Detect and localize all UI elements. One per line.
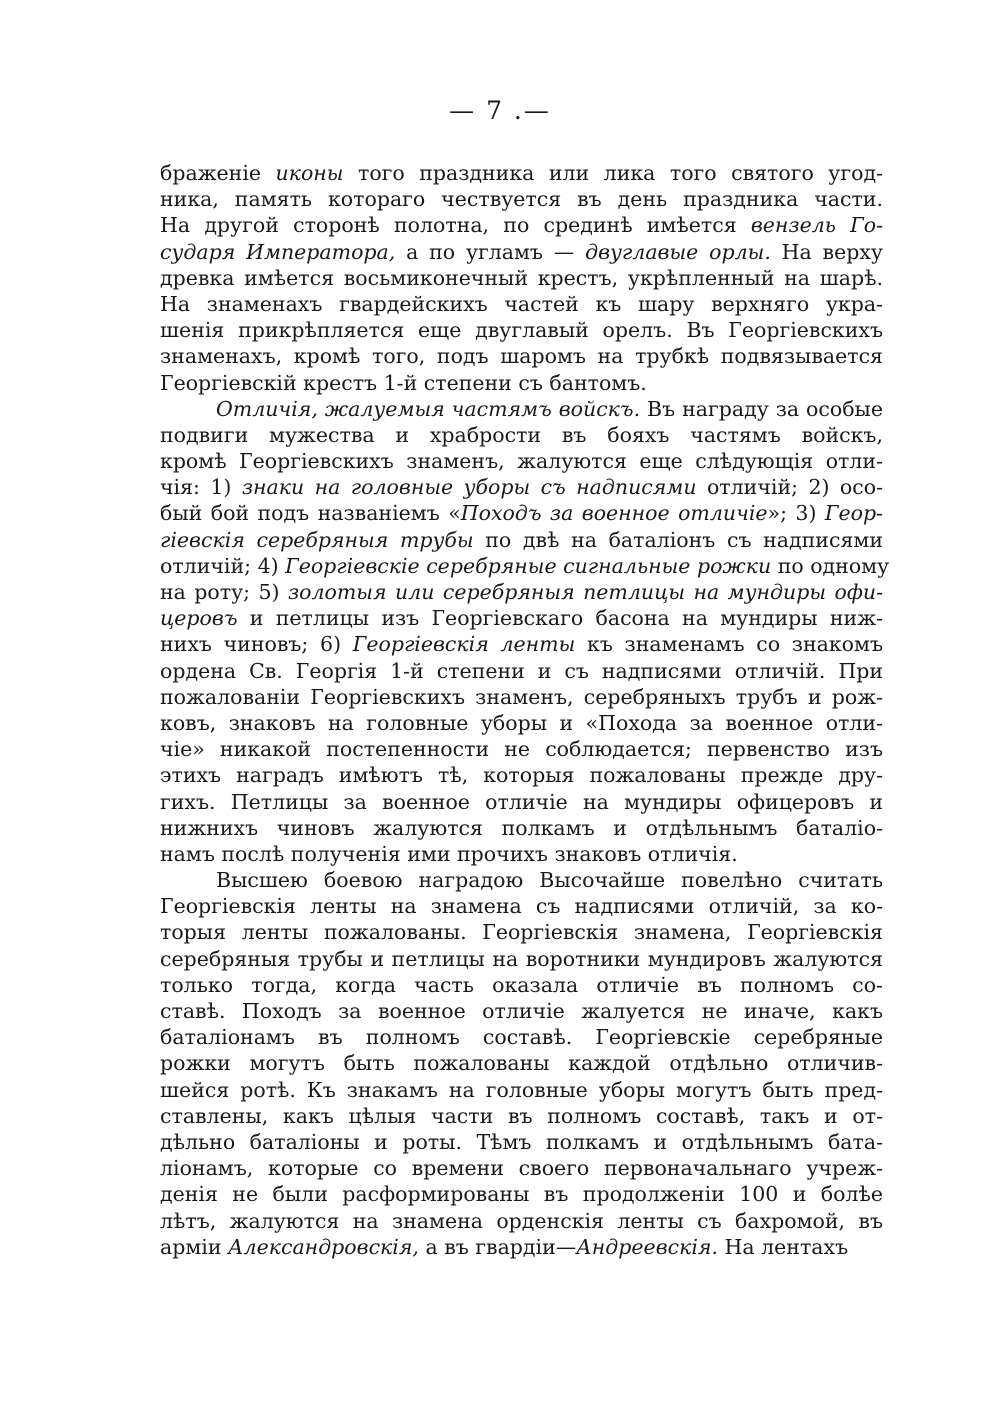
text-line <box>160 160 883 186</box>
text-line <box>160 186 883 212</box>
text-line <box>160 1103 883 1129</box>
text-line <box>160 579 883 605</box>
italic-text-run: Отличія, жалуемыя частямъ войскъ. <box>216 396 641 421</box>
text-line <box>160 500 883 526</box>
text-run: На верху <box>770 239 883 264</box>
text-line <box>160 1234 883 1260</box>
text-line <box>160 919 883 945</box>
text-run: шейся ротѣ. Къ знакамъ на головные уборы могутъ быть пред- <box>160 1077 883 1102</box>
text-run: нижнихъ чиновъ жалуются полкамъ и отдѣльнымъ баталіо- <box>160 815 883 840</box>
text-run: только тогда, когда часть оказала отличіе въ полномъ со- <box>160 972 883 997</box>
text-line <box>160 710 883 736</box>
text-run: ставлены, какъ цѣлыя части въ полномъ составѣ, такъ и от- <box>160 1103 883 1128</box>
text-line <box>160 212 883 238</box>
text-run: подвиги мужества и храбрости въ бояхъ частямъ войскъ, <box>160 422 883 447</box>
text-line <box>160 1155 883 1181</box>
text-line <box>160 736 883 762</box>
text-run: На другой сторонѣ полотна, по срединѣ имѣется <box>160 213 751 238</box>
text-run: на роту; 5) <box>160 580 288 604</box>
text-run: древка имѣется восьмиконечный крестъ, укрѣпленный на шарѣ. <box>160 265 883 290</box>
text-line <box>160 1129 883 1155</box>
text-run: ордена Св. Георгія 1-й степени и съ надписями отличій. При <box>160 658 883 683</box>
text-run: дѣльно баталіоны и роты. Тѣмъ полкамъ и отдѣльнымъ бата- <box>160 1129 883 1154</box>
italic-text-run: золотыя или серебряныя петлицы на мундиры офи- <box>287 580 884 604</box>
text-line <box>160 1077 883 1103</box>
italic-text-run: вензель Го- <box>750 213 883 238</box>
italic-text-run: иконы <box>275 161 344 185</box>
text-run: браженіе <box>160 161 276 185</box>
text-line <box>160 343 883 369</box>
text-line <box>160 789 883 815</box>
text-line <box>160 658 883 684</box>
italic-text-run: Георгіевскіе серебряные сигнальные рожки <box>285 553 772 578</box>
text-run: денія не были расформированы въ продолженіи 100 и болѣе <box>160 1182 883 1207</box>
text-line <box>160 841 883 867</box>
text-run: Георгіевскія ленты на знамена съ надписями отличій, за ко- <box>160 894 883 919</box>
text-run: отличій; 2) осо- <box>696 475 883 500</box>
text-run: чія: 1) <box>160 475 242 500</box>
text-run: отличій; 4) <box>160 553 286 578</box>
text-line <box>160 291 883 317</box>
text-run: баталіонамъ въ полномъ составѣ. Георгіевскіе серебряные <box>160 1025 883 1050</box>
text-run: ліонамъ, которые со времени своего первоначальнаго учреж- <box>160 1156 883 1181</box>
italic-text-run: Походъ за военное отличіе <box>460 501 768 526</box>
text-run: лѣтъ, жалуются на знамена орденскія ленты съ бахромой, въ <box>160 1208 883 1233</box>
italic-text-run: гіевскія серебряныя трубы <box>160 527 474 552</box>
text-run: а по угламъ — <box>395 239 586 264</box>
text-line <box>160 998 883 1024</box>
text-run: арміи <box>160 1234 229 1259</box>
text-line <box>160 605 883 631</box>
text-line <box>160 370 883 396</box>
text-line <box>160 631 883 657</box>
page-number: — 7 .— <box>449 96 551 125</box>
text-line <box>160 946 883 972</box>
text-run: рожки могутъ быть пожалованы каждой отдѣльно отличив- <box>160 1051 883 1076</box>
italic-text-run: Александровскія, <box>228 1234 419 1259</box>
text-run: Въ награду за особые <box>640 396 884 421</box>
text-run: На знаменахъ гвардейскихъ частей къ шару верхняго укра- <box>160 291 883 316</box>
italic-text-run: сударя Императора, <box>160 239 396 264</box>
text-run: серебряныя трубы и петлицы на воротники мундировъ жалуются <box>160 946 883 971</box>
text-line <box>160 815 883 841</box>
text-line <box>160 265 883 291</box>
text-run: гихъ. Петлицы за военное отличіе на мундиры офицеровъ и <box>160 789 883 814</box>
text-line <box>160 1181 883 1207</box>
text-run: а въ гвардіи— <box>418 1234 577 1259</box>
text-run: шенія прикрѣпляется еще двуглавый орелъ. Въ Георгіевскихъ <box>160 318 883 343</box>
text-line <box>160 396 883 422</box>
text-run: и петлицы изъ Георгіевскаго басона на мундиры ниж- <box>237 606 883 631</box>
text-line <box>160 1050 883 1076</box>
text-line <box>160 553 890 579</box>
text-run: по одному <box>771 553 890 578</box>
text-run: бый бой подъ названіемъ « <box>160 501 461 526</box>
text-run: кромѣ Георгіевскихъ знаменъ, жалуются еще слѣдующія отли- <box>160 449 883 474</box>
italic-text-run: Георгіевскія ленты <box>352 632 576 657</box>
text-line <box>160 239 883 265</box>
italic-text-run: Геор- <box>824 501 883 526</box>
text-line <box>160 867 883 893</box>
text-line <box>160 317 883 343</box>
text-run: знаменахъ, кромѣ того, подъ шаромъ на трубкѣ подвязывается <box>160 344 883 369</box>
text-line <box>160 893 883 919</box>
text-line <box>160 684 883 710</box>
italic-text-run: двуглавые орлы. <box>585 239 771 264</box>
text-line <box>160 422 883 448</box>
body-text <box>160 160 890 1260</box>
text-line <box>160 972 883 998</box>
text-line <box>160 762 883 788</box>
text-line <box>160 1024 883 1050</box>
text-line <box>160 448 883 474</box>
text-run: этихъ наградъ имѣютъ тѣ, которыя пожалованы прежде дру- <box>160 763 883 788</box>
italic-text-run: знаки на головные уборы съ надписями <box>241 475 697 500</box>
text-run: Высшею боевою наградою Высочайше повелѣно считать <box>216 868 883 893</box>
text-run: чіе» никакой постепенности не соблюдается; первенство изъ <box>160 737 883 762</box>
text-line <box>160 474 883 500</box>
text-run: по двѣ на баталіонъ съ надписями <box>473 527 883 552</box>
text-line <box>160 527 883 553</box>
text-run: намъ послѣ полученія ими прочихъ знаковъ отличія. <box>160 841 738 866</box>
text-run: На лентахъ <box>718 1234 849 1259</box>
text-run: Георгіевскій крестъ 1-й степени съ бантомъ. <box>160 370 647 395</box>
text-run: ставѣ. Походъ за военное отличіе жалуется не иначе, какъ <box>160 999 883 1023</box>
text-run: торыя ленты пожалованы. Георгіевскія знамена, Георгіевскія <box>160 920 883 945</box>
text-run: »; 3) <box>767 501 825 526</box>
text-run: ника, память котораго чествуется въ день праздника части. <box>160 187 883 212</box>
text-run: того праздника или лика того святого угод- <box>343 161 883 185</box>
italic-text-run: Андреевскія. <box>576 1234 718 1259</box>
text-run: пожалованіи Георгіевскихъ знаменъ, серебряныхъ трубъ и рож- <box>160 684 883 709</box>
text-run: ковъ, знаковъ на головные уборы и «Похода за военное отли- <box>160 710 883 735</box>
text-run: къ знаменамъ со знакомъ <box>575 632 884 657</box>
text-run: нихъ чиновъ; 6) <box>160 632 353 657</box>
italic-text-run: церовъ <box>160 606 238 631</box>
text-line <box>160 1208 883 1234</box>
